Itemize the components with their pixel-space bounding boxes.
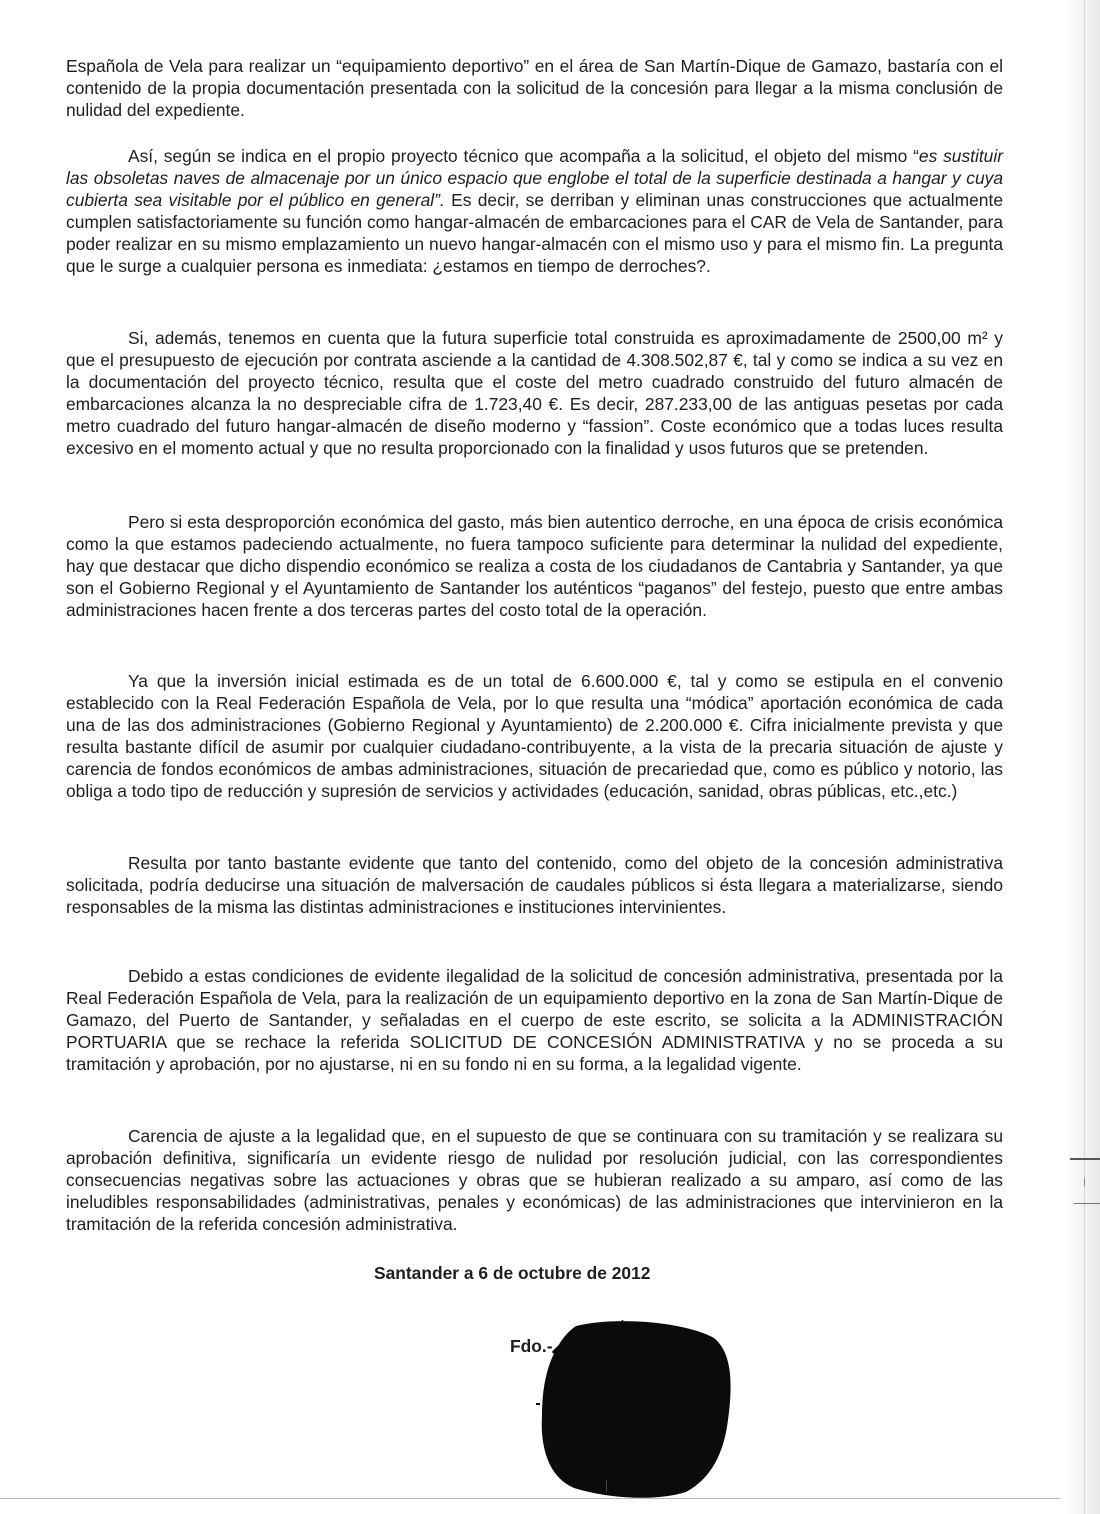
scan-bottom-line (0, 1498, 1060, 1499)
paragraph-text: Resulta por tanto bastante evidente que tanto del contenido, como del objeto de la concesión administrativa solicitada, podría deducirse una situación de malversación de caudales públicos si ésta llegara a materializarse, siendo responsables de la misma las distintas administraciones e instituciones intervinientes. (66, 853, 1003, 917)
paragraph-4 (66, 511, 1003, 621)
paragraph-5 (66, 670, 1003, 802)
margin-mark (1070, 1158, 1100, 1160)
paragraph-2 (66, 145, 1003, 277)
signature-label: Fdo.- (510, 1336, 553, 1356)
paragraph-text: Carencia de ajuste a la legalidad que, en el supuesto de que se continuara con su tramitación y se realizara su aprobación definitiva, significaría un evidente riesgo de nulidad por resolución judicial, con las correspondientes consecuencias negativas sobre las actuaciones y obras que se hubieran realizado a su amparo, así como de las ineludibles responsabilidades (administrativas, penales y económicas) de las administraciones que intervinieron en la tramitación de la referida concesión administrativa. (66, 1126, 1003, 1234)
paragraph-text: Es decir, se derriban y eliminan unas construcciones que actualmente cumplen satisfactoriamente su función como hangar-almacén de embarcaciones para el CAR de Vela de Santander, para poder realizar en su mismo emplazamiento un nuevo hangar-almacén con el mismo uso y para el mismo fin. La pregunta que le surge a cualquier persona es inmediata: ¿estamos en tiempo de derroches?. (66, 190, 1003, 276)
margin-mark (1074, 1203, 1100, 1204)
paragraph-text: Así, según se indica en el propio proyecto técnico que acompaña a la solicitud, el objeto del mismo “ (128, 146, 919, 166)
paragraph-text: Española de Vela para realizar un “equipamiento deportivo” en el área de San Martín-Dique de Gamazo, bastaría con el contenido de la propia documentación presentada con la solicitud de la concesión para llegar a la misma conclusión de nulidad del expediente. (66, 56, 1003, 120)
paragraph-text: Debido a estas condiciones de evidente ilegalidad de la solicitud de concesión administrativa, presentada por la Real Federación Española de Vela, para la realización de un equipamiento deportivo en la zona de San Martín-Dique de Gamazo, del Puerto de Santander, y señaladas en el cuerpo de este escrito, se solicita a la ADMINISTRACIÓN PORTUARIA que se rechace la referida SOLICITUD DE CONCESIÓN ADMINISTRATIVA y no se proceda a su tramitación y aprobación, por no ajustarse, ni en su fondo ni en su forma, a la legalidad vigente. (66, 966, 1003, 1074)
paragraph-text: Ya que la inversión inicial estimada es de un total de 6.600.000 €, tal y como se estipula en el convenio establecido con la Real Federación Española de Vela, por lo que resulta una “módica” aportación económica de cada una de las dos administraciones (Gobierno Regional y Ayuntamiento) de 2.200.000 €. Cifra inicialmente prevista y que resulta bastante difícil de asumir por cualquier ciudadano-contribuyente, a la vista de la precaria situación de ajuste y carencia de fondos económicos de ambas administraciones, situación de precariedad que, como es público y notorio, las obliga a todo tipo de reducción y supresión de servicios y actividades (educación, sanidad, obras públicas, etc.,etc.) (66, 671, 1003, 801)
paragraph-6 (66, 852, 1003, 918)
scan-edge-shadow (1066, 0, 1100, 1514)
date-line: Santander a 6 de octubre de 2012 (374, 1263, 651, 1283)
signature-redaction (536, 1320, 736, 1500)
redaction-stroke (606, 1480, 607, 1492)
paragraph-8 (66, 1125, 1003, 1235)
quoted-italic-text: es sustituir las obsoletas naves de almacenaje por un único espacio que englobe el total de la superficie destinada a hangar y cuya cubierta sea visitable por el público en general”. (66, 146, 1003, 210)
margin-tick (1084, 1178, 1085, 1186)
paragraph-7 (66, 965, 1003, 1075)
paragraph-text: Pero si esta desproporción económica del gasto, más bien autentico derroche, en una época de crisis económica como la que estamos padeciendo actualmente, no fuera tampoco suficiente para determinar la nulidad del expediente, hay que destacar que dicho dispendio económico se realiza a costa de los ciudadanos de Cantabria y Santander, ya que son el Gobierno Regional y el Ayuntamiento de Santander los auténticos “paganos” del festejo, puesto que entre ambas administraciones hacen frente a dos terceras partes del costo total de la operación. (66, 512, 1003, 620)
scan-border-line (1084, 0, 1085, 1514)
paragraph-1 (66, 55, 1003, 121)
paragraph-3 (66, 327, 1003, 459)
paragraph-text: Si, además, tenemos en cuenta que la futura superficie total construida es aproximadamente de 2500,00 m² y que el presupuesto de ejecución por contrata asciende a la cantidad de 4.308.502,87 €, tal y como se indica a su vez en la documentación del proyecto técnico, resulta que el coste del metro cuadrado construido del futuro almacén de embarcaciones alcanza la no despreciable cifra de 1.723,40 €. Es decir, 287.233,00 de las antiguas pesetas por cada metro cuadrado del futuro hangar-almacén de diseño moderno y “fassion”. Coste económico que a todas luces resulta excesivo en el momento actual y que no resulta proporcionado con la finalidad y usos futuros que se pretenden. (66, 328, 1003, 458)
